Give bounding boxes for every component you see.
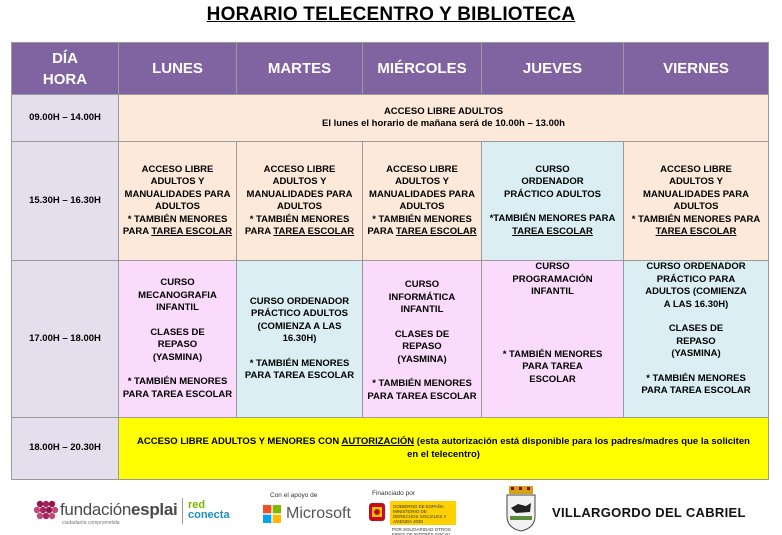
gov-line: MINISTERIO DE DERECHOS SOCIALES Y AGENDA 2030 bbox=[393, 509, 447, 524]
microsoft-logo-icon bbox=[263, 505, 281, 528]
cell-text-tarea: TAREA ESCOLAR bbox=[395, 226, 477, 237]
row-afternoon-1 bbox=[12, 142, 769, 261]
redconecta-logo bbox=[188, 500, 230, 520]
cell-text-para: PARA bbox=[244, 226, 274, 237]
header-hora: HORA bbox=[42, 70, 88, 88]
evening-cell bbox=[119, 418, 769, 480]
town-crest-icon bbox=[504, 486, 538, 535]
footer-logos bbox=[0, 480, 782, 535]
cell-text: * TAMBIÉN MENORES bbox=[127, 213, 228, 225]
cell-text: CURSO MECANOGRAFIA INFANTIL bbox=[138, 277, 217, 313]
cell-martes bbox=[237, 261, 363, 418]
cell-text-menores: * TAMBIÉN MENORES bbox=[631, 213, 732, 225]
cell-text-para: PARA bbox=[734, 213, 761, 225]
cell-lunes bbox=[119, 261, 237, 418]
morning-line1: ACCESO LIBRE ADULTOS bbox=[383, 105, 504, 117]
header-miercoles: MIÉRCOLES bbox=[363, 43, 482, 95]
cell-miercoles bbox=[363, 261, 482, 418]
gov-text bbox=[390, 501, 456, 527]
esplai-name-b: esplai bbox=[131, 500, 178, 519]
row-afternoon-2 bbox=[12, 261, 769, 418]
cell-text: CURSO ORDENADOR PRÁCTICO ADULTOS (COMIENZA A LAS 16.30H) bbox=[249, 295, 350, 344]
evening-text-after: (esta autorización está disponible para los padres/madres que la soliciten en el telecentro) bbox=[407, 436, 750, 460]
time-cell: 15.30H – 16.30H bbox=[12, 142, 119, 261]
cell-jueves bbox=[482, 261, 624, 418]
cell-text bbox=[627, 214, 765, 227]
cell-text: ACCESO LIBRE ADULTOS Y MANUALIDADES PARA ADULTOS bbox=[246, 163, 353, 212]
cell-jueves bbox=[482, 142, 624, 261]
cell-text: CURSO INFORMÁTICA INFANTIL bbox=[388, 279, 456, 315]
microsoft-name: Microsoft bbox=[286, 505, 351, 522]
cell-text: CURSO ORDENADOR PRÁCTICO ADULTOS bbox=[504, 163, 601, 200]
time-cell: 18.00H – 20.30H bbox=[12, 418, 119, 480]
cell-text-tarea: TAREA ESCOLAR bbox=[151, 226, 233, 237]
cell-text-tarea: TAREA ESCOLAR bbox=[273, 226, 355, 237]
evening-autorizacion: AUTORIZACIÓN bbox=[341, 436, 415, 447]
cell-text bbox=[122, 226, 233, 239]
esplai-logo bbox=[34, 500, 58, 527]
cell-text-tarea: TAREA ESCOLAR bbox=[512, 225, 593, 237]
cell-text-tarea: TAREA ESCOLAR bbox=[655, 226, 737, 237]
header-jueves: JUEVES bbox=[482, 43, 624, 95]
cell-text bbox=[240, 226, 359, 239]
esplai-subtitle: ciudadanía comprometida bbox=[62, 520, 120, 526]
logo-divider bbox=[182, 498, 183, 524]
row-morning bbox=[12, 95, 769, 142]
evening-text-before: ACCESO LIBRE ADULTOS Y MENORES CON bbox=[137, 436, 342, 447]
cell-miercoles bbox=[363, 142, 482, 261]
cell-text: CLASES DE REPASO (YASMINA) bbox=[394, 328, 450, 365]
row-evening bbox=[12, 418, 769, 480]
town-name: VILLARGORDO DEL CABRIEL bbox=[552, 505, 746, 520]
header-lunes: LUNES bbox=[119, 43, 237, 95]
gov-subline: POR SOLIDARIDAD OTROS FINES DE INTERÉS SOCIAL bbox=[392, 527, 452, 535]
cell-martes bbox=[237, 142, 363, 261]
financiado-label: Financiado por bbox=[372, 490, 415, 497]
gov-line: GOBIERNO DE ESPAÑA bbox=[393, 504, 444, 509]
cell-text: * TAMBIÉN MENORES bbox=[249, 213, 350, 225]
header-day-hour bbox=[12, 43, 119, 95]
header-dia: DÍA bbox=[52, 49, 78, 67]
cell-lunes bbox=[119, 142, 237, 261]
cell-text: * TAMBIÉN MENORES PARA TAREA ESCOLAR bbox=[502, 348, 603, 385]
cell-text: ACCESO LIBRE ADULTOS Y MANUALIDADES PARA ADULTOS bbox=[643, 163, 749, 212]
cell-viernes bbox=[624, 261, 769, 418]
cell-text: * TAMBIÉN MENORES PARA TAREA ESCOLAR bbox=[244, 357, 355, 381]
gov-banner bbox=[390, 501, 456, 525]
cell-text: * TAMBIÉN MENORES PARA TAREA ESCOLAR bbox=[367, 378, 477, 402]
red-text: red bbox=[188, 499, 206, 511]
cell-text: * TAMBIÉN MENORES bbox=[372, 213, 472, 225]
cell-text: ACCESO LIBRE ADULTOS Y MANUALIDADES PARA ADULTOS bbox=[369, 163, 475, 212]
cell-viernes bbox=[624, 142, 769, 261]
schedule-table bbox=[11, 42, 769, 480]
cell-text bbox=[366, 226, 478, 239]
apoyo-label: Con el apoyo de bbox=[270, 492, 318, 499]
conecta-text: conecta bbox=[188, 509, 230, 521]
page-title: HORARIO TELECENTRO Y BIBLIOTECA bbox=[206, 4, 576, 25]
morning-cell bbox=[119, 95, 769, 142]
cell-text: CURSO PROGRAMACIÓN INFANTIL bbox=[512, 261, 593, 297]
cell-text: * TAMBIÉN MENORES PARA TAREA ESCOLAR bbox=[641, 372, 751, 396]
grapes-icon bbox=[34, 500, 58, 522]
esplai-name bbox=[60, 500, 177, 520]
esplai-name-a: fundación bbox=[60, 500, 132, 519]
header-viernes: VIERNES bbox=[624, 43, 769, 95]
header-row bbox=[12, 43, 769, 95]
cell-text: CURSO ORDENADOR PRÁCTICO PARA ADULTOS (COMIENZA A LAS 16.30H) bbox=[645, 261, 747, 310]
header-martes: MARTES bbox=[237, 43, 363, 95]
cell-text: * TAMBIÉN MENORES PARA TAREA ESCOLAR bbox=[122, 376, 233, 400]
time-cell: 17.00H – 18.00H bbox=[12, 261, 119, 418]
morning-line2: El lunes el horario de mañana será de 10.00h – 13.00h bbox=[322, 118, 565, 129]
cell-text: *TAMBIÉN MENORES PARA bbox=[489, 213, 616, 225]
cell-text-para: PARA bbox=[367, 226, 396, 237]
cell-text: CLASES DE REPASO (YASMINA) bbox=[150, 326, 205, 363]
cell-text-para: PARA bbox=[122, 226, 152, 237]
cell-text: ACCESO LIBRE ADULTOS Y MANUALIDADES PARA ADULTOS bbox=[124, 163, 231, 212]
time-cell: 09.00H – 14.00H bbox=[12, 95, 119, 142]
cell-text: CLASES DE REPASO (YASMINA) bbox=[668, 323, 724, 359]
spain-coat-icon bbox=[366, 501, 388, 528]
